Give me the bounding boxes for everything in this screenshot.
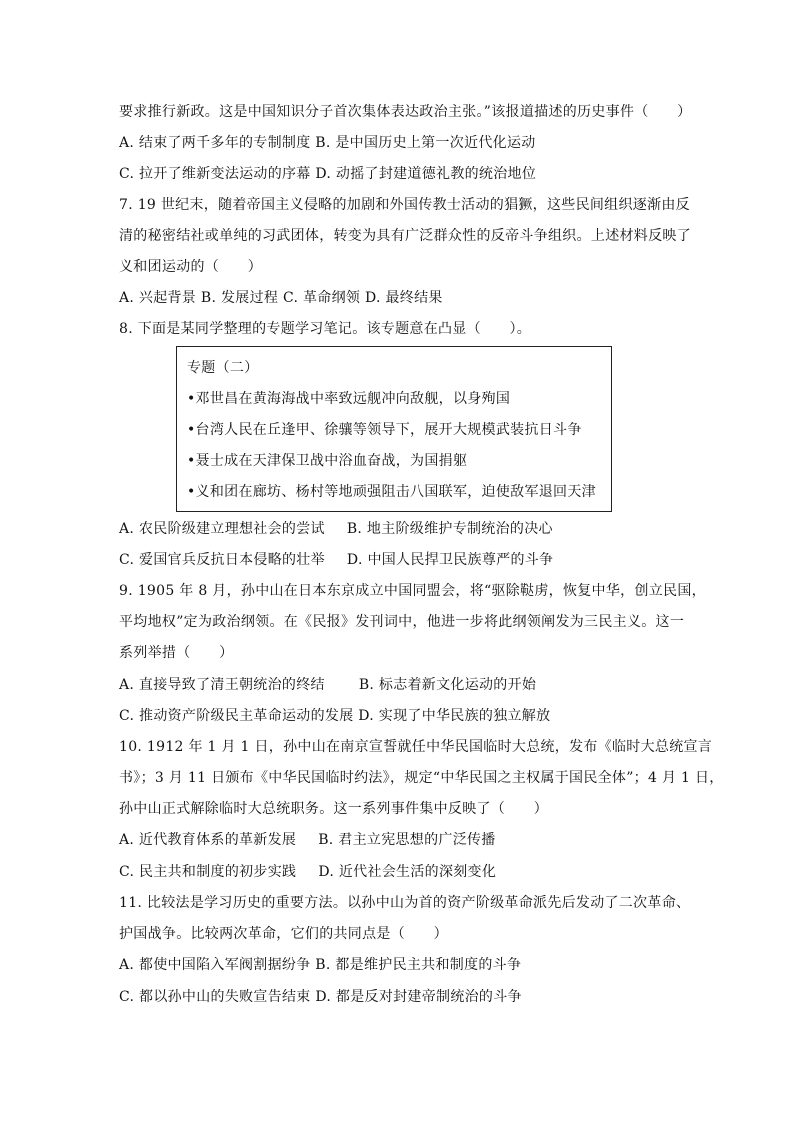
q11-option-a: A. 都使中国陷入军阀割据纷争 xyxy=(119,957,311,973)
q7-stem-line-1: 7. 19 世纪末，随着帝国主义侵略的加剧和外国传教士活动的猖獗，这些民间组织逐渐由反 xyxy=(119,197,690,213)
q10-stem-line-2: 书》；3 月 11 日颁布《中华民国临时约法》，规定“中华民国之主权属于国民全体”；4 月 1 日， xyxy=(119,770,724,786)
q6-option-a: A. 结束了两千多年的专制制度 xyxy=(119,135,311,151)
q8-options-row-1 xyxy=(119,519,553,539)
q7-option-a: A. 兴起背景 xyxy=(119,290,197,306)
q10-stem-line-3: 孙中山正式解除临时大总统职务。这一系列事件集中反映了（ ） xyxy=(119,801,548,817)
q9-stem-line-2: 平均地权”定为政治纲领。在《民报》发刊词中，他进一步将此纲领阐发为三民主义。这一 xyxy=(119,614,685,630)
q9-options-row-1 xyxy=(119,675,536,695)
q9-option-a: A. 直接导致了清王朝统治的终结 xyxy=(119,677,325,693)
q11-option-d: D. 都是反对封建帝制统治的斗争 xyxy=(315,989,522,1005)
q9-option-c: C. 推动资产阶级民主革命运动的发展 xyxy=(119,708,354,724)
q9-option-d: D. 实现了中华民族的独立解放 xyxy=(358,708,551,724)
topic-note-item: •台湾人民在丘逢甲、徐骧等领导下，展开大规模武装抗日斗争 xyxy=(187,422,582,438)
q8-options-row-2 xyxy=(119,550,553,570)
q6-stem-tail: 要求推行新政。这是中国知识分子首次集体表达政治主张。”该报道描述的历史事件（ ） xyxy=(119,104,692,120)
q8-option-d: D. 中国人民捍卫民族尊严的斗争 xyxy=(346,552,554,568)
q9-stem-line-1: 9. 1905 年 8 月，孙中山在日本东京成立中国同盟会，将“驱除鞑虏，恢复中华，创立民国， xyxy=(119,583,706,599)
q7-stem-line-2: 清的秘密结社或单纯的习武团体，转变为具有广泛群众性的反帝斗争组织。上述材料反映了 xyxy=(119,228,691,244)
topic-note-title: 专题（二） xyxy=(187,360,259,376)
topic-note-item: •义和团在廊坊、杨村等地顽强阻击八国联军，迫使敌军退回天津 xyxy=(187,484,596,500)
q7-option-c: C. 革命纲领 xyxy=(282,290,361,306)
q7-options-row xyxy=(119,288,443,308)
q10-stem-line-1: 10. 1912 年 1 月 1 日，孙中山在南京宣誓就任中华民国临时大总统，发布《临时大总统宣言 xyxy=(119,739,713,755)
q11-option-b: B. 都是维护民主共和制度的斗争 xyxy=(315,957,522,973)
q10-option-b: B. 君主立宪思想的广泛传播 xyxy=(318,832,496,848)
q11-stem-line-1: 11. 比较法是学习历史的重要方法。以孙中山为首的资产阶级革命派先后发动了二次革命、 xyxy=(119,895,691,911)
q8-option-b: B. 地主阶级维护专制统治的决心 xyxy=(346,521,553,537)
q7-stem-line-3: 义和团运动的（ ） xyxy=(119,259,262,275)
q11-options-row-1 xyxy=(119,955,521,975)
topic-note-item: •邓世昌在黄海海战中率致远舰冲向敌舰，以身殉国 xyxy=(187,391,511,407)
q6-option-d: D. 动摇了封建道德礼教的统治地位 xyxy=(315,166,537,182)
q9-stem-line-3: 系列举措（ ） xyxy=(119,645,234,661)
q9-options-row-2 xyxy=(119,706,550,726)
q6-option-c: C. 拉开了维新变法运动的序幕 xyxy=(119,166,311,182)
q11-stem-line-2: 护国战争。比较两次革命，它们的共同点是（ ） xyxy=(119,926,448,942)
q8-option-a: A. 农民阶级建立理想社会的尝试 xyxy=(119,521,325,537)
q10-option-c: C. 民主共和制度的初步实践 xyxy=(119,864,297,880)
q8-option-c: C. 爱国官兵反抗日本侵略的壮举 xyxy=(119,552,325,568)
topic-note-item: •聂士成在天津保卫战中浴血奋战，为国捐躯 xyxy=(187,453,468,469)
q6-options-row-1 xyxy=(119,133,536,153)
q10-options-row-2 xyxy=(119,862,496,882)
q8-stem: 8. 下面是某同学整理的专题学习笔记。该专题意在凸显（ ）。 xyxy=(119,321,532,337)
q10-option-a: A. 近代教育体系的革新发展 xyxy=(119,832,297,848)
q7-option-d: D. 最终结果 xyxy=(364,290,443,306)
q7-option-b: B. 发展过程 xyxy=(200,290,279,306)
q10-option-d: D. 近代社会生活的深刻变化 xyxy=(318,864,497,880)
topic-note-box xyxy=(176,346,612,512)
q6-option-b: B. 是中国历史上第一次近代化运动 xyxy=(315,135,536,151)
q6-options-row-2 xyxy=(119,164,536,184)
q10-options-row-1 xyxy=(119,830,496,850)
q9-option-b: B. 标志着新文化运动的开始 xyxy=(358,677,537,693)
q11-option-c: C. 都以孙中山的失败宣告结束 xyxy=(119,989,311,1005)
q11-options-row-2 xyxy=(119,987,522,1007)
